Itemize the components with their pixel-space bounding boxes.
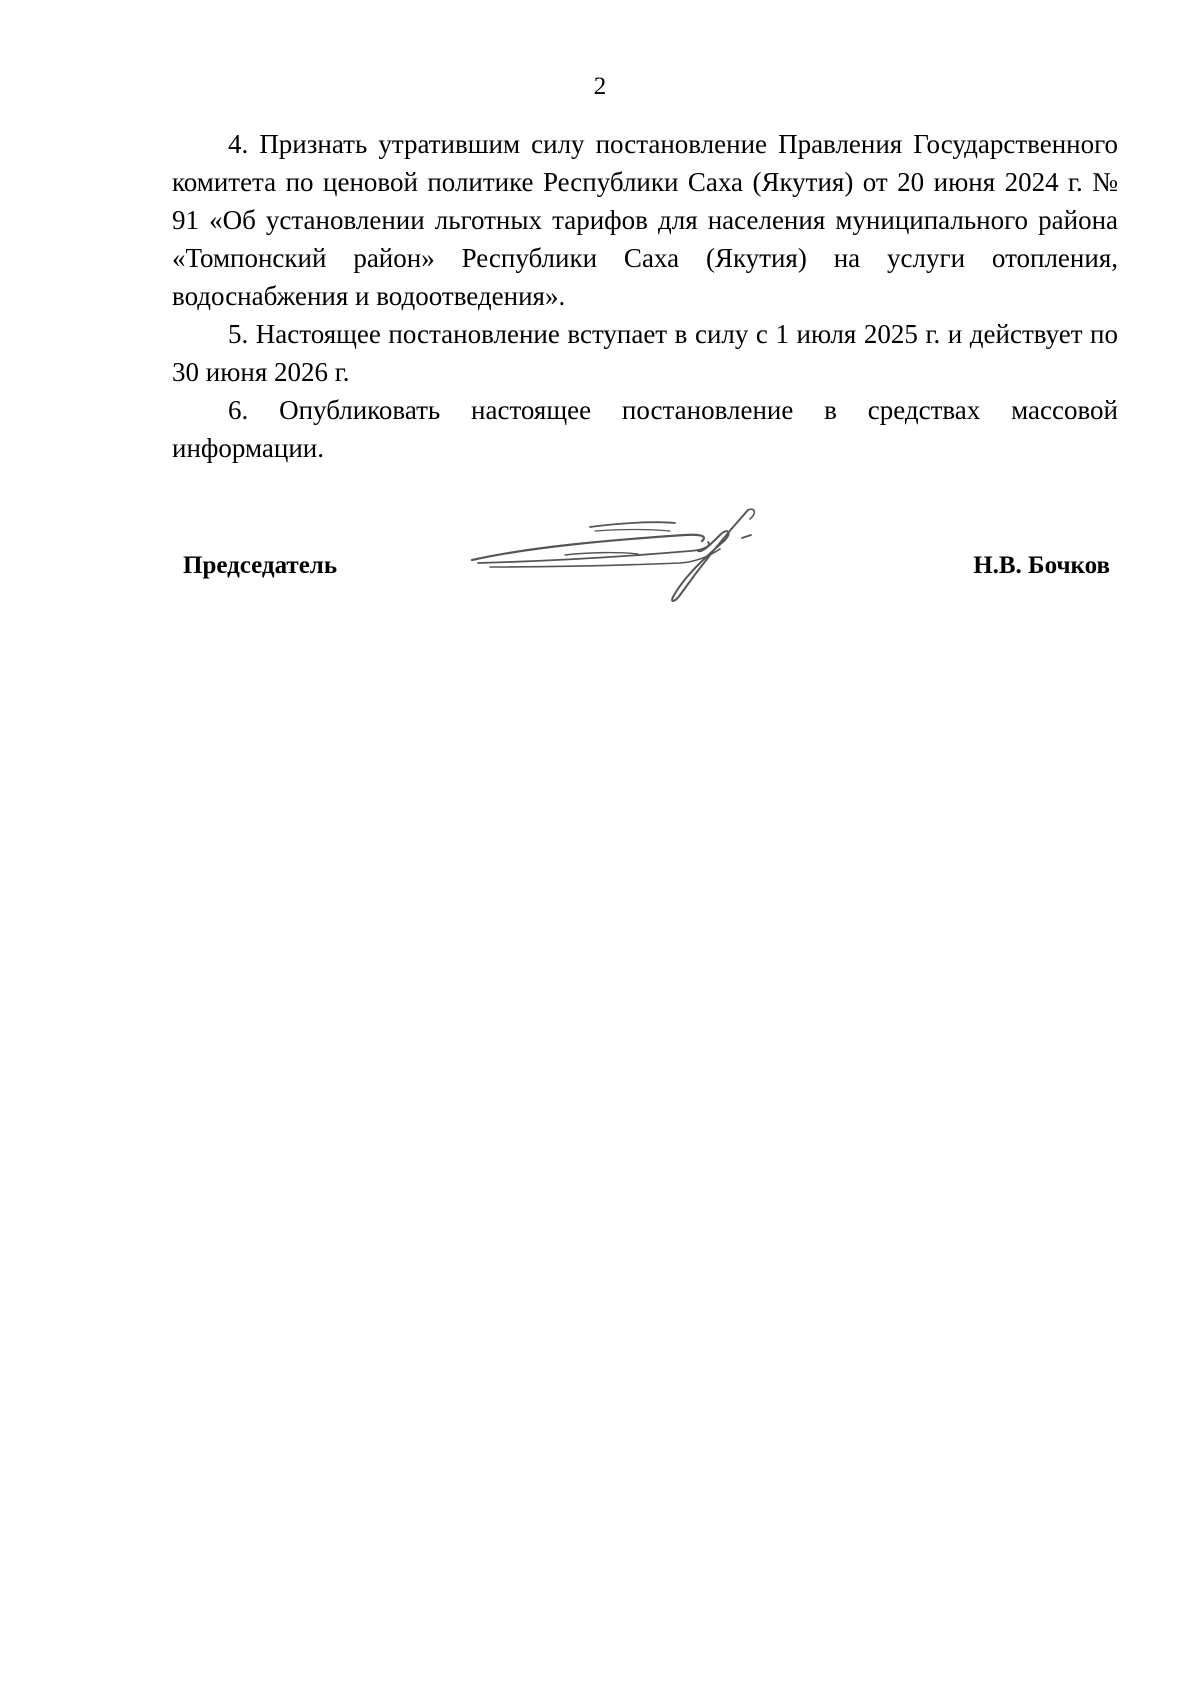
paragraph-4: 4. Признать утратившим силу постановление Правления Государственного комитета по ценовой политике Республики Саха (Якутия) от 20 июня 2024 г. № 91 «Об установлении льготных тарифов для населения муниципального района «Томпонский район» Республики Саха (Якутия) на услуги отопления, водоснабжения и водоотведения». — [172, 129, 1118, 311]
signature-stroke — [565, 553, 638, 555]
document-body — [172, 125, 1118, 467]
page-number: 2 — [593, 73, 607, 100]
signature-stroke — [748, 509, 754, 519]
paragraph-6: 6. Опубликовать настоящее постановление в средствах массовой информации. — [172, 395, 1118, 463]
signature-stroke — [472, 535, 704, 560]
signatory-title: Председатель — [183, 552, 338, 579]
signature-block — [0, 505, 1200, 605]
signature-stroke — [672, 510, 748, 601]
paragraph-5: 5. Настоящее постановление вступает в силу с 1 июля 2025 г. и действует по 30 июня 2026 г. — [172, 319, 1118, 387]
handwritten-signature — [470, 505, 790, 605]
signature-stroke — [595, 530, 670, 532]
signature-stroke — [590, 522, 675, 527]
signatory-name: Н.В. Бочков — [973, 552, 1110, 579]
signature-stroke — [742, 535, 751, 538]
